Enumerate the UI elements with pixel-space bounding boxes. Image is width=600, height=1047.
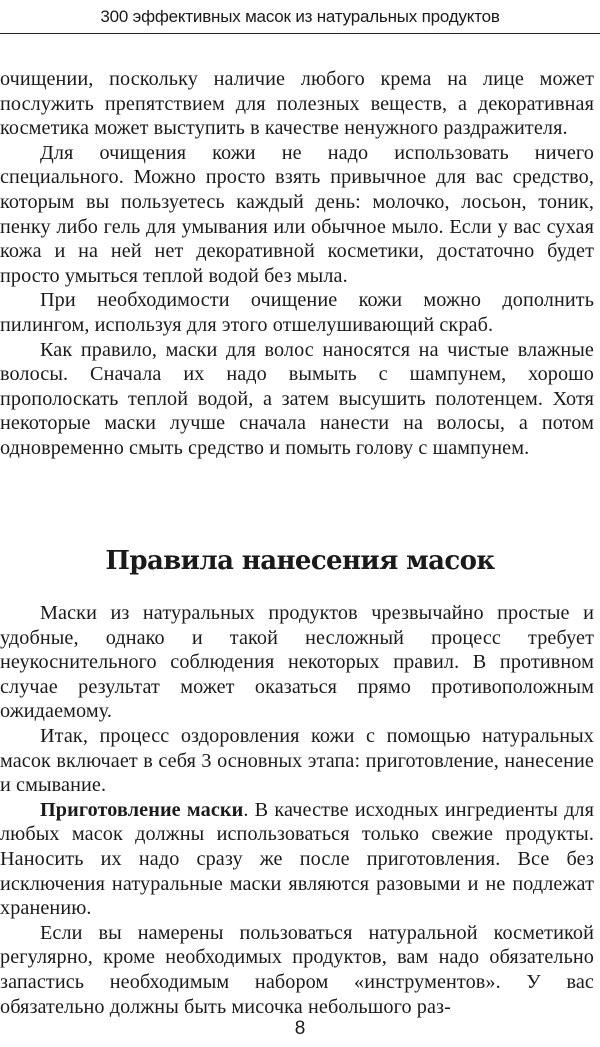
header-rule <box>0 33 600 34</box>
paragraph-stages: Итак, процесс оздоровления кожи с помощью натуральных масок включает в себя 3 основных этапа: приготовление, нанесение и смывание. <box>0 724 594 797</box>
page-number: 8 <box>294 1018 306 1039</box>
body-text-section <box>0 601 594 1019</box>
paragraph-preparation <box>0 798 594 921</box>
preparation-lead: Приготовление маски <box>40 798 244 821</box>
paragraph-tools: Если вы намерены пользоваться натуральной косметикой регулярно, кроме необходимых продуктов, вам надо обязательно запастись необходимым набором «инструментов». У вас обязательно должны быть мисочка небольшого раз- <box>0 921 594 1018</box>
paragraph-continuation: очищении, поскольку наличие любого крема на лице может послужить препятствием для полезных веществ, а декоративная косметика может выступить в качестве ненужного раздражителя. <box>0 68 594 140</box>
paragraph-peeling: При необходимости очищение кожи можно дополнить пилингом, используя для этого отшелушивающий скраб. <box>0 289 594 336</box>
body-text-top <box>0 67 594 461</box>
section-heading: Правила нанесения масок <box>105 546 495 576</box>
running-header: 300 эффективных масок из натуральных продуктов <box>100 7 500 26</box>
paragraph-cleansing: Для очищения кожи не надо использовать ничего специального. Можно просто взять привычное для вас средство, которым вы пользуетесь каждый день: молочко, лосьон, тоник, пенку либо гель для умывания или обычное мыло. Если у вас сухая кожа и на ней нет декоративной косметики, достаточно будет просто умыться теплой водой без мыла. <box>0 141 594 287</box>
paragraph-hair-masks: Как правило, маски для волос наносятся на чистые влажные волосы. Сначала их надо вымыть с шампунем, хорошо прополоскать теплой водой, а затем высушить полотенцем. Хотя некоторые маски лучше сначала нанести на волосы, а потом одновременно смыть средство и помыть голову с шампунем. <box>0 338 594 459</box>
paragraph-intro: Маски из натуральных продуктов чрезвычайно простые и удобные, однако и такой несложный процесс требует неукоснительного соблюдения некоторых правил. В противном случае результат может оказаться прямо противоположным ожидаемому. <box>0 602 594 723</box>
preparation-text: . В качестве исходных ингредиенты для любых масок должны использоваться только свежие продукты. Наносить их надо сразу же после приготовления. Все без исключения натуральные маски являются разовыми и не подлежат хранению. <box>0 798 594 920</box>
